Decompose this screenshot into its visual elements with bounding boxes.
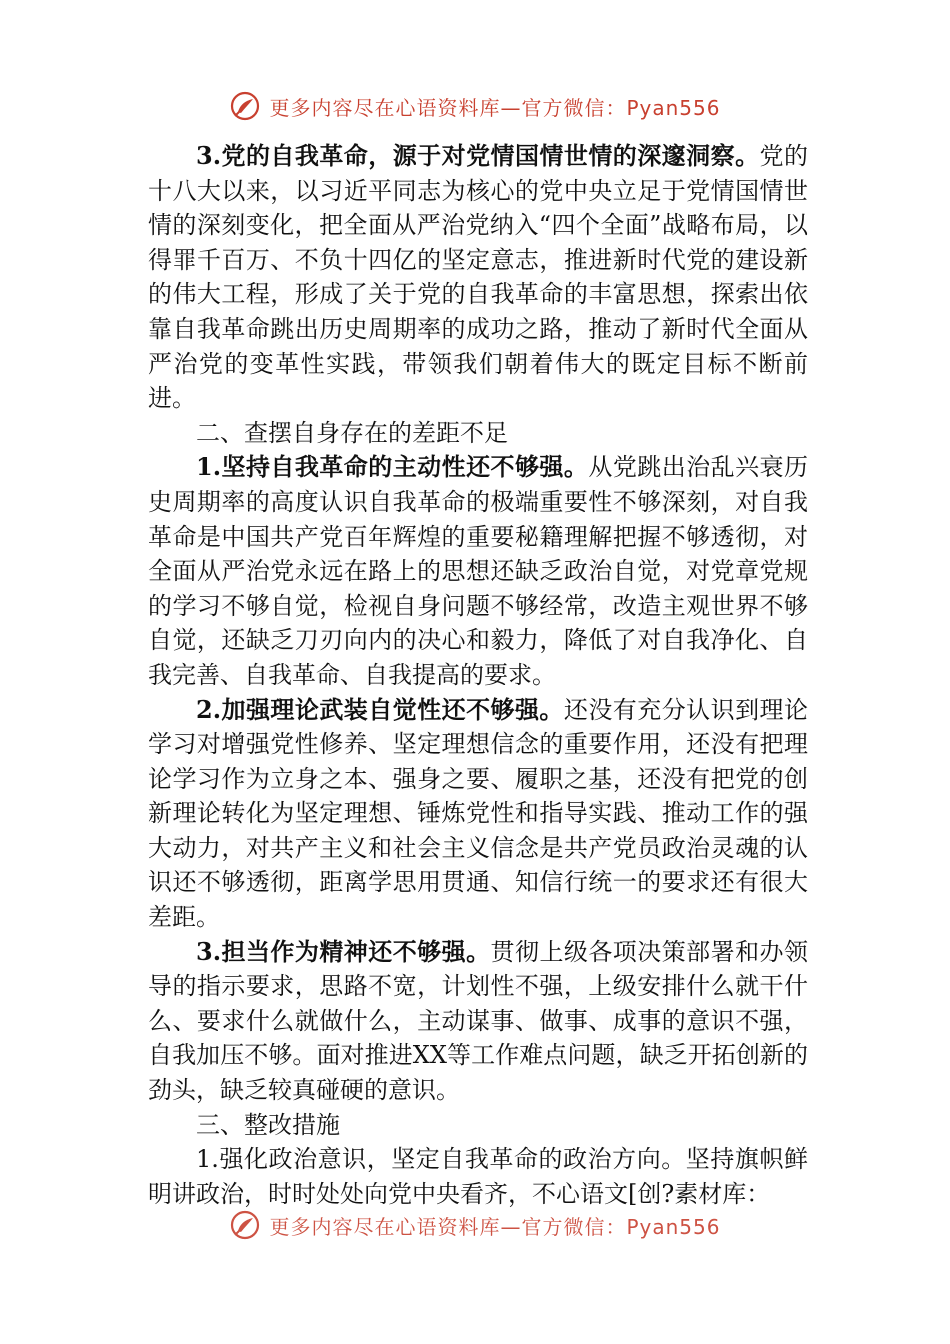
watermark-text: 更多内容尽在心语资料库—官方微信：Pyan556 bbox=[269, 95, 721, 120]
watermark-text: 更多内容尽在心语资料库—官方微信：Pyan556 bbox=[269, 1214, 721, 1239]
heading-text: 二、查摆自身存在的差距不足 bbox=[196, 418, 508, 447]
paragraph-4 bbox=[148, 935, 808, 1108]
paragraph-heading: 3.党的自我革命，源于对党情国情世情的深邃洞察。 bbox=[196, 141, 760, 170]
watermark-header bbox=[0, 86, 950, 126]
paragraph-text: 贯彻上级各项决策部署和办领导的指示要求，思路不宽，计划性不强，上级安排什么就干什么、要求什么就做什么，主动谋事、做事、成事的意识不强，自我加压不够。面对推进XX等工作难点问题，缺乏开拓创新的劲头，缺乏较真碰硬的意识。 bbox=[148, 937, 808, 1105]
watermark-footer bbox=[0, 1205, 950, 1245]
paragraph-heading: 1.坚持自我革命的主动性还不够强。 bbox=[196, 452, 589, 482]
paragraph-text: 党的十八大以来，以习近平同志为核心的党中央立足于党情国情世情的深刻变化，把全面从严治党纳入“四个全面”战略布局，以得罪千百万、不负十四亿的坚定意志，推进新时代党的建设新的伟大工程，形成了关于党的自我革命的丰富思想，探索出依靠自我革命跳出历史周期率的成功之路，推动了新时代全面从严治党的变革性实践，带领我们朝着伟大的既定目标不断前进。 bbox=[148, 142, 809, 413]
paragraph-text: 1.强化政治意识，坚定自我革命的政治方向。坚持旗帜鲜明讲政治，时时处处向党中央看齐，不心语文[创?素材库： bbox=[148, 1145, 808, 1208]
logo-icon bbox=[229, 90, 261, 122]
heading-text: 三、整改措施 bbox=[196, 1110, 340, 1139]
paragraph-heading: 2.加强理论武装自觉性还不够强。 bbox=[196, 694, 564, 724]
section-heading-2 bbox=[148, 416, 808, 451]
document-body bbox=[148, 139, 808, 1211]
paragraph-2 bbox=[148, 450, 808, 692]
paragraph-1 bbox=[148, 139, 808, 416]
paragraph-text: 从党跳出治乱兴衰历史周期率的高度认识自我革命的极端重要性不够深刻，对自我革命是中国共产党百年辉煌的重要秘籍理解把握不够透彻，对全面从严治党永远在路上的思想还缺乏政治自觉，对党章党规的学习不够自觉，检视自身问题不够经常，改造主观世界不够自觉，还缺乏刀刃向内的决心和毅力，降低了对自我净化、自我完善、自我革命、自我提高的要求。 bbox=[148, 453, 809, 689]
paragraph-5 bbox=[148, 1142, 808, 1211]
paragraph-3 bbox=[148, 693, 808, 935]
logo-icon bbox=[229, 1209, 261, 1241]
paragraph-text: 还没有充分认识到理论学习对增强党性修养、坚定理想信念的重要作用，还没有把理论学习作为立身之本、强身之要、履职之基，还没有把党的创新理论转化为坚定理想、锤炼党性和指导实践、推动工作的强大动力，对共产主义和社会主义信念是共产党员政治灵魂的认识还不够透彻，距离学思用贯通、知信行统一的要求还有很大差距。 bbox=[148, 695, 808, 932]
section-heading-3 bbox=[148, 1108, 808, 1143]
paragraph-heading: 3.担当作为精神还不够强。 bbox=[196, 936, 491, 966]
